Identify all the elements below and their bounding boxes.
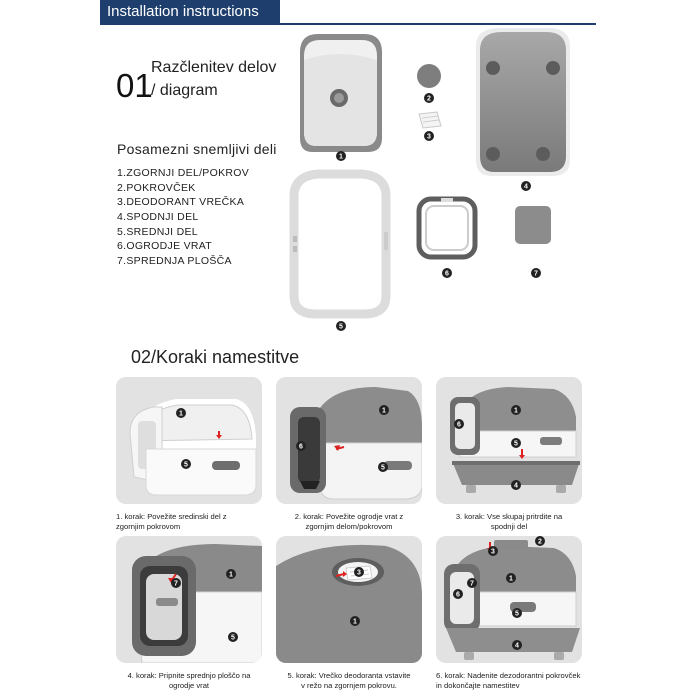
marker-badge xyxy=(354,567,364,577)
svg-text:7: 7 xyxy=(174,580,178,588)
marker-badge xyxy=(488,546,498,556)
step-3-caption xyxy=(436,512,582,531)
part-cap xyxy=(417,64,441,88)
marker-badge xyxy=(512,608,522,618)
marker-badge xyxy=(467,578,477,588)
parts-list-item: 5.SREDNJI DEL xyxy=(117,225,198,238)
marker-badge xyxy=(296,441,306,451)
caption-line: 1. korak: Povežite sredinski del z xyxy=(116,512,227,521)
section2-title: 02/Koraki namestitve xyxy=(131,347,300,367)
svg-text:2: 2 xyxy=(427,95,431,103)
marker-badge xyxy=(531,268,541,278)
part-door-frame xyxy=(419,198,475,257)
svg-text:5: 5 xyxy=(339,323,343,331)
marker-badge xyxy=(424,93,434,103)
marker-badge xyxy=(181,459,191,469)
marker-badge xyxy=(454,419,464,429)
svg-text:6: 6 xyxy=(445,270,449,278)
caption-line: ogrodje vrat xyxy=(168,680,210,690)
marker-badge xyxy=(378,462,388,472)
caption-line: 2. korak: Povežite ogrodje vrat z xyxy=(294,512,404,521)
caption-line: zgornjim pokrovom xyxy=(116,521,181,531)
svg-text:7: 7 xyxy=(534,270,538,278)
svg-text:3: 3 xyxy=(357,569,361,577)
svg-text:4: 4 xyxy=(515,642,519,650)
marker-badge xyxy=(379,405,389,415)
step-5-caption xyxy=(276,671,422,690)
parts-list-item: 7.SPREDNJA PLOŠČA xyxy=(117,255,232,268)
caption-line: spodnji del xyxy=(490,521,528,531)
svg-text:3: 3 xyxy=(427,133,431,141)
parts-diagram xyxy=(0,0,700,340)
section1-title: Razčlenitev delov xyxy=(151,59,277,76)
parts-title: Posamezni snemljivi deli xyxy=(117,141,277,157)
parts-list-item: 3.DEODORANT VREČKA xyxy=(117,196,245,209)
svg-text:1: 1 xyxy=(229,571,233,579)
step-2-image xyxy=(276,377,422,504)
svg-text:1: 1 xyxy=(509,575,513,583)
section1-subtitle: / diagram xyxy=(151,82,218,99)
caption-line: 3. korak: Vse skupaj pritrdite na xyxy=(455,512,563,521)
part-deodorant-bag xyxy=(419,112,441,128)
svg-text:5: 5 xyxy=(184,461,188,469)
caption-line: v režo na zgornjem pokrovu. xyxy=(301,680,397,690)
marker-badge xyxy=(512,640,522,650)
step-5-image xyxy=(276,536,422,663)
marker-badge xyxy=(336,151,346,161)
step-4-caption xyxy=(116,671,262,690)
page-title: Installation instructions xyxy=(107,3,259,20)
marker-badge xyxy=(453,589,463,599)
svg-text:2: 2 xyxy=(538,538,542,546)
svg-text:6: 6 xyxy=(457,421,461,429)
caption-line: 4. korak: Pripnite sprednjo ploščo na xyxy=(127,671,251,680)
part-bottom xyxy=(476,28,570,176)
svg-text:1: 1 xyxy=(353,618,357,626)
marker-badge xyxy=(424,131,434,141)
svg-text:5: 5 xyxy=(515,610,519,618)
svg-text:5: 5 xyxy=(514,440,518,448)
step-1-image xyxy=(116,377,262,504)
step-6-image xyxy=(436,536,582,663)
svg-text:7: 7 xyxy=(470,580,474,588)
svg-text:5: 5 xyxy=(231,634,235,642)
step-3-image xyxy=(436,377,582,504)
caption-line: 6. korak: Nadenite dezodorantni pokrovček xyxy=(436,671,581,680)
svg-text:1: 1 xyxy=(339,153,343,161)
svg-text:5: 5 xyxy=(381,464,385,472)
marker-badge xyxy=(350,616,360,626)
parts-list-item: 2.POKROVČEK xyxy=(117,181,196,194)
step-6-caption xyxy=(436,671,582,690)
parts-list-item: 4.SPODNJI DEL xyxy=(117,211,199,224)
caption-line: in dokončajte namestitev xyxy=(436,680,520,690)
marker-badge xyxy=(521,181,531,191)
marker-badge xyxy=(228,632,238,642)
caption-line: 5. korak: Vrečko deodoranta vstavite xyxy=(287,671,411,680)
svg-text:3: 3 xyxy=(491,548,495,556)
parts-list-item: 6.OGRODJE VRAT xyxy=(117,240,213,253)
marker-badge xyxy=(511,480,521,490)
svg-text:6: 6 xyxy=(456,591,460,599)
marker-badge xyxy=(442,268,452,278)
svg-text:1: 1 xyxy=(514,407,518,415)
marker-badge xyxy=(511,405,521,415)
svg-text:6: 6 xyxy=(299,443,303,451)
svg-text:4: 4 xyxy=(524,183,528,191)
part-front-panel xyxy=(515,206,551,244)
section1-number: 01 xyxy=(116,67,153,104)
parts-list-item: 1.ZGORNJI DEL/POKROV xyxy=(117,167,250,179)
marker-badge xyxy=(171,578,181,588)
step-2-caption xyxy=(276,512,422,531)
step-1-caption xyxy=(116,512,262,531)
svg-text:1: 1 xyxy=(382,407,386,415)
marker-badge xyxy=(535,536,545,546)
part-top-lid xyxy=(300,34,382,152)
marker-badge xyxy=(506,573,516,583)
marker-badge xyxy=(336,321,346,331)
marker-badge xyxy=(176,408,186,418)
svg-text:1: 1 xyxy=(179,410,183,418)
marker-badge xyxy=(511,438,521,448)
part-middle-frame xyxy=(293,174,388,314)
svg-text:4: 4 xyxy=(514,482,518,490)
caption-line: zgornjim delom/pokrovom xyxy=(305,521,393,531)
step-4-image xyxy=(116,536,262,663)
marker-badge xyxy=(226,569,236,579)
